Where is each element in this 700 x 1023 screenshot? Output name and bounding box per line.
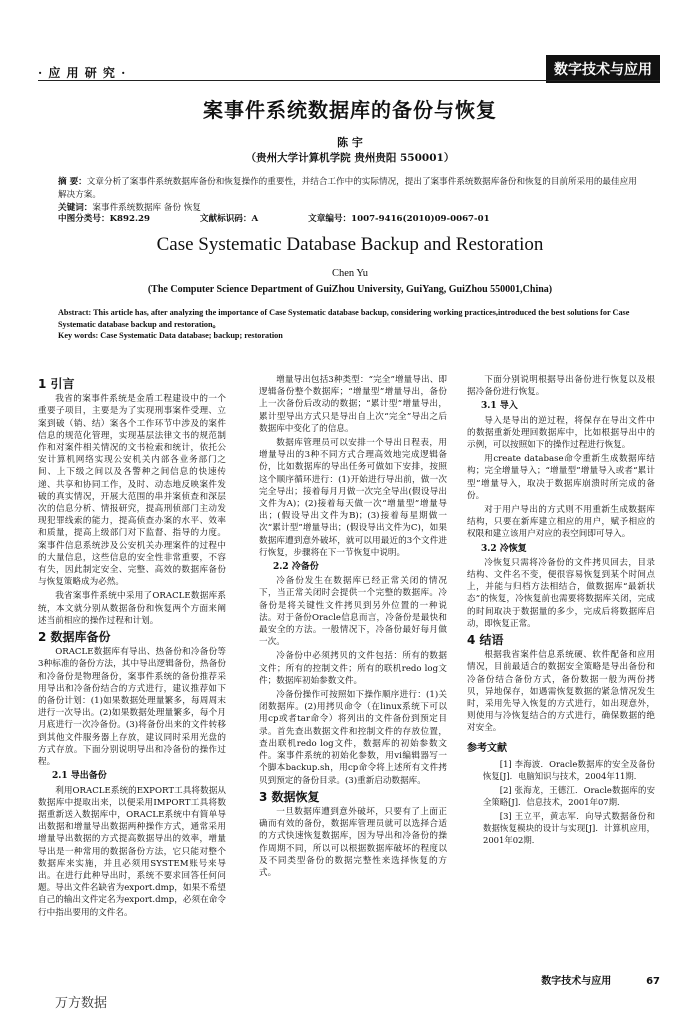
paragraph: 冷恢复只需将冷备份的文件拷贝回去，目录结构、文件名不变，便很容易恢复到某个时间点上，并能与归档方法相结合，做数据库“最新状态”的恢复，冷恢复前也需要将数据库关闭，完成的时间取决于数据量的多少，完成后将数据库启动，即恢复正常。 <box>467 557 655 629</box>
article-title: 案事件系统数据库的备份与恢复 <box>203 98 497 122</box>
abstract-cn <box>58 176 642 215</box>
paragraph: 我省的案事件系统是金盾工程建设中的一个重要子项目，主要是为了实现刑事案件受理、立案到破（销、结）案各个工作环节中涉及的案件信息的规范化管理，实现基层法律文书的规范制作和对案件相关情况的文书检索和统计，依托公安计算机网络实现公安机关内部各业务部门之间、上下级之间以及各警种之间信息的快速传递、共享和协同工作，及时、动态地反映案件发破的真实情况，开展大范围的串并案侦查和深层次的信息分析、情报研究，提高刑侦部门主动发现犯罪线索的能力，提高侦查办案的水平、效率和质量，提高上级部门对下监督、指导的力度。案事件信息系统涉及公安机关办理案件的过程中的大量信息，这些信息的安全性非常重要，不容有失，因此制定安全、完整、高效的数据库备份与恢复策略成为必然。 <box>38 394 226 588</box>
subsection-heading: 3.1 导入 <box>481 401 518 412</box>
column-1 <box>38 374 226 921</box>
header-rule <box>38 80 660 81</box>
keywords: 案事件系统数据库 备份 恢复 <box>92 203 201 213</box>
paragraph: 用create database命令重新生成数据库结构；完全增量导入；“增量型”增量导入或者“累计型”增量导入，取决于数据库崩溃时所完成的备份。 <box>467 454 655 501</box>
abstract-label: 摘 要： <box>58 177 87 187</box>
english-abstract <box>58 307 642 342</box>
clc-number: 中图分类号：K892.29 <box>58 214 150 224</box>
paragraph: 利用ORACLE系统的EXPORT工具将数据从数据库中提取出来，以便采用IMPORT工具将数据重新送入数据库中，ORACLE系统中有简单导出数据和增量导出数据两种操作方式，通常采用增量导出数据的方式提高数据导出的效率，增量导出是一种常用的数据备份方法，它只能对整个数据库来实施，并且必须用SYSTEM账号来导出。在进行此种导出时，系统不要求回答任何问题。导出文件名缺省为export.dmp，如果不希望自己的输出文件定名为export.dmp，必须在命令行中指出要用的文件名。 <box>38 785 226 918</box>
paragraph: 增量导出包括3种类型：“完全”增量导出、即逻辑备份整个数据库；“增量型”增量导出，备份上一次备份后改动的数据；“累计型”增量导出，累计型导出方式只是导出自上次“完全”导出之后数据库中变化了的信息。 <box>259 375 447 434</box>
references <box>467 743 655 846</box>
section-heading: 1 引言 <box>38 377 75 391</box>
abstract-text: 文章分析了案事件系统数据库备份和恢复操作的重要性，并结合工作中的实际情况，提出了案事件系统数据库备份和恢复的目前所采用的最佳应用解决方案。 <box>58 177 637 200</box>
subsection-heading: 2.1 导出备份 <box>52 771 107 782</box>
paragraph: 对于用户导出的方式则不用重新生成数据库结构，只要在新库建立相应的用户，赋予相应的权限和建立该用户对应的表空间即可导入。 <box>467 505 655 540</box>
section-heading: 3 数据恢复 <box>259 789 320 804</box>
english-title: Case Systematic Database Backup and Restoration <box>156 234 544 255</box>
paragraph: 冷备份操作可按照如下操作顺序进行：(1)关闭数据库。(2)用拷贝命令（在linux系统下可以用cp或者tar命令）将列出的文件备份到预定目录。首先查出数据文件和控制文件的存放位置，查出联机redo log文件，数据库的初始参数文件。案事件系统的初始化参数，用vi编辑器写一个脚本backup.sh，用cp命令将上述所有文件拷贝到预定的备份目录。(3)重新启动数据库。 <box>259 690 447 786</box>
paragraph: 根据我省案件信息系统硬、软件配备和应用情况，目前最适合的数据安全策略是导出备份和冷备份结合备份方式，备份数据一般为两份拷贝，异地保存，如遇需恢复数据的紧急情况发生时，采用先导入恢复的方式进行，如出现意外，则使用与冷恢复结合的方式进行，确保数据的绝对安全。 <box>467 650 655 734</box>
page-footer <box>541 972 660 987</box>
journal-badge: 数字技术与应用 <box>546 55 660 83</box>
english-keywords: Key words: Case Systematic Data database; backup; restoration <box>58 331 283 340</box>
english-author: Chen Yu <box>331 268 369 279</box>
english-affiliation: (The Computer Science Department of GuiZhou University, GuiYang, GuiZhou 550001,China) <box>147 284 553 295</box>
paragraph: 我省案事件系统中采用了ORACLE数据库系统，本文就分别从数据备份和恢复两个方面来阐述当前相应的操作过程和计划。 <box>38 591 226 626</box>
paragraph: 下面分别说明根据导出备份进行恢复以及根据冷备份进行恢复。 <box>467 375 655 398</box>
column-2 <box>259 374 447 881</box>
affiliation: （贵州大学计算机学院 贵州贵阳 550001） <box>245 152 455 164</box>
classification-line <box>58 212 642 224</box>
doc-code: 文献标识码：A <box>199 214 259 224</box>
paragraph: ORACLE数据库有导出、热备份和冷备份等3种标准的备份方法，其中导出逻辑备份，热备份和冷备份是物理备份，案事件系统的备份推荐采用导出和冷备份结合的方式进行，建议推荐如下的备份计划：(1)如果数据处理量繁多，每周周末进行一次导出。(2)如果数据处理量繁多，每个月月底进行一次冷备份。(3)将备份出来的文件转移到其他文件服务器上存放，建议同时采用光盘的方式存放。下面分别说明导出和冷备份的操作过程。 <box>38 647 226 768</box>
paragraph: 数据库管理员可以安排一个导出日程表，用增量导出的3种不同方式合理高效地完成逻辑备份，比如数据库的导出任务可做如下安排，按照这个顺序循环进行：(1)开始进行导出前，做一次完全导出；接着每月月做一次完全导出(假设导出文件为A)；(2)接着每天做一次“增量型”增量导出；(假设导出文件为B)；(3)接着每星期做一次“累计型”增量导出；(假设导出文件为C)，如果数据库遭到意外破坏，就可以用最近的3个文件进行恢复，步骤将在下一节恢复中说明。 <box>259 438 447 558</box>
paragraph: 冷备份发生在数据库已经正常关闭的情况下，当正常关闭时会提供一个完整的数据库。冷备份是将关键性文件拷贝到另外位置的一种说法。对于备份Oracle信息而言，冷备份是最快和最安全的方法。一般情况下，冷备份最好每月做一次。 <box>259 576 447 648</box>
reference-item: [3] 王立平，黄志军．向导式数据备份和数据恢复模块的设计与实现[J]．计算机应用，2001年02期． <box>483 810 655 845</box>
paragraph: 一旦数据库遭到意外破坏，只要有了上面正确而有效的备份，数据库管理员就可以选择合适的方式快速恢复数据库，因为导出和冷备份的操作周期不同，所以可以根据数据库破坏的程度以及不同类型备份的数据完整性来选择恢复的方式。 <box>259 806 447 878</box>
subsection-heading: 2.2 冷备份 <box>273 562 319 573</box>
section-label: · 应 用 研 究 · <box>38 66 127 80</box>
subsection-heading: 3.2 冷恢复 <box>481 543 527 554</box>
article-number: 文章编号：1007-9416(2010)09-0067-01 <box>308 214 490 224</box>
paragraph: 冷备份中必须拷贝的文件包括：所有的数据文件；所有的控制文件；所有的联机redo log文件；数据库初始参数文件。 <box>259 651 447 686</box>
footer-journal: 数字技术与应用 <box>541 976 612 987</box>
english-abstract-text: Abstract: This article has, after analyzing the importance of Case Systematic database backup, considering working practices,introduced the best solutions for Case Systematic database backup and restoration。 <box>58 308 630 329</box>
reference-item: [2] 张海龙，王德江．Oracle数据库的安全策略[J]．信息技术，2001年07期． <box>483 784 655 807</box>
page-number: 67 <box>646 976 660 987</box>
keywords-label: 关键词： <box>58 203 93 213</box>
author: 陈 宇 <box>337 136 363 149</box>
paragraph: 导入是导出的逆过程，将保存在导出文件中的数据重新处理回数据库中，比如根据导出中的示例，可以按照如下的操作过程进行恢复。 <box>467 415 655 451</box>
column-3 <box>467 374 655 848</box>
references-heading: 参考文献 <box>467 742 507 754</box>
section-heading: 2 数据库备份 <box>38 630 111 645</box>
watermark: 万方数据 <box>55 996 108 1011</box>
section-heading: 4 结语 <box>467 633 504 648</box>
reference-item: [1] 李海波．Oracle数据库的安全及备份恢复[J]．电脑知识与技术，2004年11期． <box>483 758 655 781</box>
